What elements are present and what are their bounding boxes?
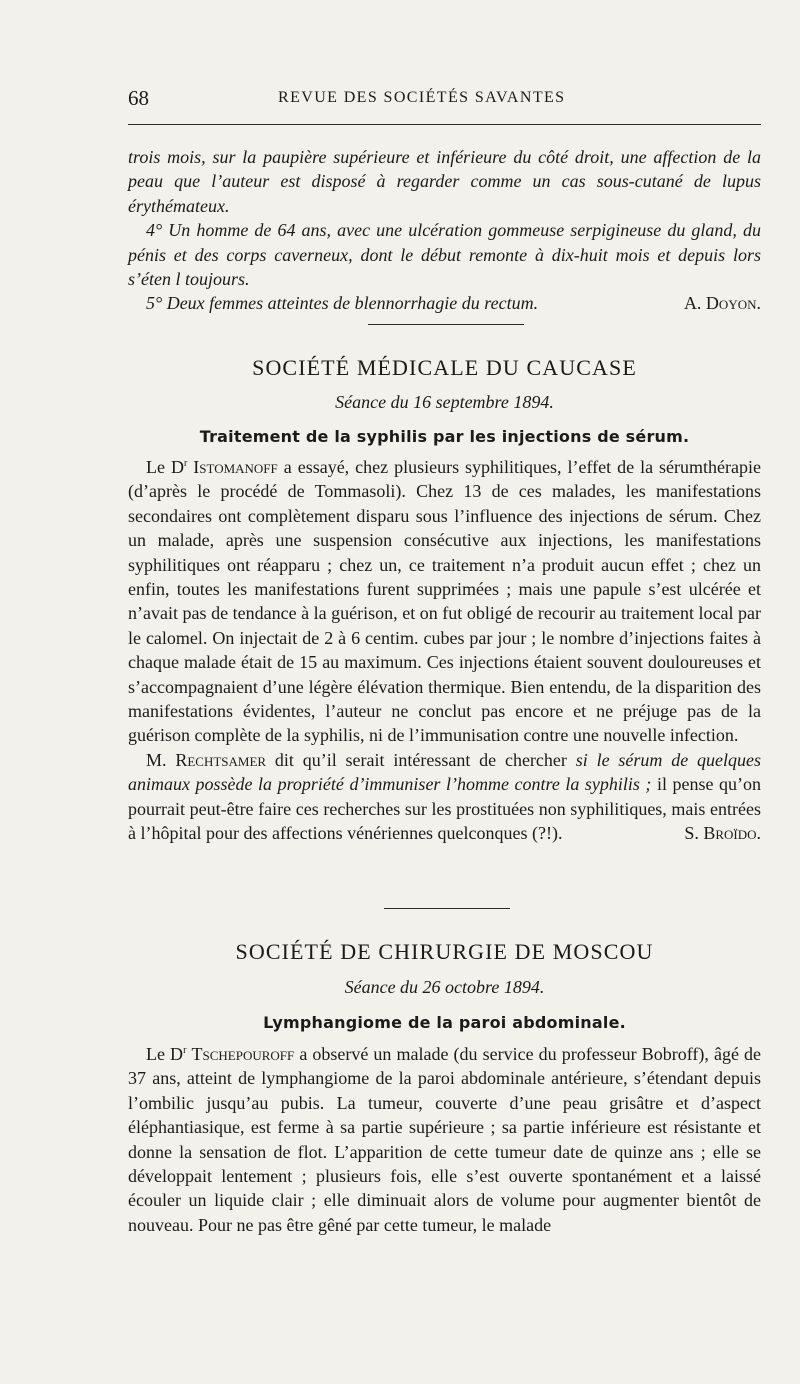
paragraph-text: a observé un malade (du service du professeur Bobroff), âgé de 37 ans, atteint de lymphangiome de la paroi abdominale antérieure, s’étendant depuis l’ombilic jusqu’au pubis. La tumeur, couverte d’une peau grisâtre et d’aspect éléphantiasique, est ferme à sa partie supérieure ; sa partie inférieure est résistante et donne la sensation de flot. L’apparition de cette tumeur date de quinze ans ; elle se développait lentement ; plusieurs fois, elle s’est ouverte spontanément et a laissé écouler un liquide clair ; elle diminuait alors de volume pour augmenter bientôt de nouveau. Pour ne pas être gêné par cette tumeur, le malade	[128, 1044, 762, 1235]
superscript: r	[183, 458, 188, 469]
superscript: r	[183, 1045, 187, 1056]
continuation-paragraph: trois mois, sur la paupière supérieure et inférieure du côté droit, une affection de la peau que l’auteur est disposé à regarder comme un cas sous-cutané de lupus érythémateux.	[128, 147, 761, 216]
running-title: REVUE DES SOCIÉTÉS SAVANTES	[278, 89, 566, 106]
paragraph-text: a essayé, chez plusieurs syphilitiques, l’effet de la sérumthérapie (d’après le procédé de Tommasoli). Chez 13 de ces malades, les manifestations secondaires ont complètement disparu sous l’influence des injections de sérum. Chez un malade, après une suspension consécutive aux injections, les manifestations syphilitiques ont réapparu ; chez un, ce traitement n’a produit aucun effet ; chez un enfin, toutes les manifestations furent supprimées ; mais une papule s’est ulcérée et n’avait pas de tendance à la guérison, et on fut obligé de recourir au traitement local par le calomel. On injectait de 2 à 6 centim. cubes par jour ; le nombre d’injections faites à chaque malade était de 15 au maximum. Ces injections étaient souvent douloureuses et s’accompagnaient d’une légère élévation thermique. Bien entendu, de la disparition des manifestations évidentes, l’auteur ne conclut pas encore et ne préjuge pas de la guérison complète de la syphilis, ni de l’immunisation contre une nouvelle infection.	[128, 457, 761, 746]
signature-broido: S. Broïdo.	[684, 823, 761, 844]
tschepouroff-paragraph	[128, 1042, 761, 1237]
section2-body	[128, 1042, 761, 1237]
case-5-paragraph	[128, 291, 761, 315]
page-header	[128, 86, 761, 114]
signature-doyon: A. Doyon.	[683, 293, 761, 314]
article-title-syphilis: Traitement de la syphilis par les injections de sérum.	[199, 427, 690, 446]
case-4-paragraph: 4° Un homme de 64 ans, avec une ulcération gommeuse serpigineuse du gland, du pénis et des corps caverneux, dont le début remonte à dix-huit mois et depuis lors s’éten l toujours.	[128, 220, 761, 290]
session-date-2: Séance du 26 octobre 1894.	[344, 977, 545, 997]
istomanoff-paragraph	[128, 455, 761, 748]
article-title-lymphangiome: Lymphangiome de la paroi abdominale.	[263, 1013, 626, 1032]
paragraph-text: il pense qu’on pourrait peut-être faire ces recherches sur les prostituées non syphilitiques, mais entrées à l’hôpital pour des affections vénériennes quelconques (?!).	[128, 774, 761, 844]
author-name: Rechtsamer	[175, 749, 267, 770]
text-lead: Le D	[146, 457, 184, 477]
text-lead: M.	[146, 749, 176, 770]
society-heading-caucase: SOCIÉTÉ MÉDICALE DU CAUCASE	[252, 355, 637, 380]
society-heading-moscou: SOCIÉTÉ DE CHIRURGIE DE MOSCOU	[235, 939, 654, 964]
author-name: Istomanoff	[193, 457, 278, 477]
section1-body	[128, 455, 761, 846]
section-divider	[384, 908, 510, 909]
continuation-block	[128, 145, 761, 316]
author-name: Tschepouroff	[191, 1044, 295, 1064]
paragraph-text: dit qu’il serait intéressant de chercher	[266, 749, 576, 770]
italic-phrase: si le sérum de quelques animaux possède la propriété d’immuniser l’homme contre la syphilis ;	[128, 749, 761, 795]
case-5-text: 5° Deux femmes atteintes de blennorrhagie du rectum.	[146, 293, 539, 314]
page-number: 68	[128, 86, 149, 110]
header-rule	[128, 124, 761, 125]
section-divider	[368, 324, 524, 325]
text-lead: Le D	[146, 1044, 184, 1064]
rechtsamer-paragraph	[128, 748, 761, 846]
session-date-1: Séance du 16 septembre 1894.	[335, 392, 554, 412]
